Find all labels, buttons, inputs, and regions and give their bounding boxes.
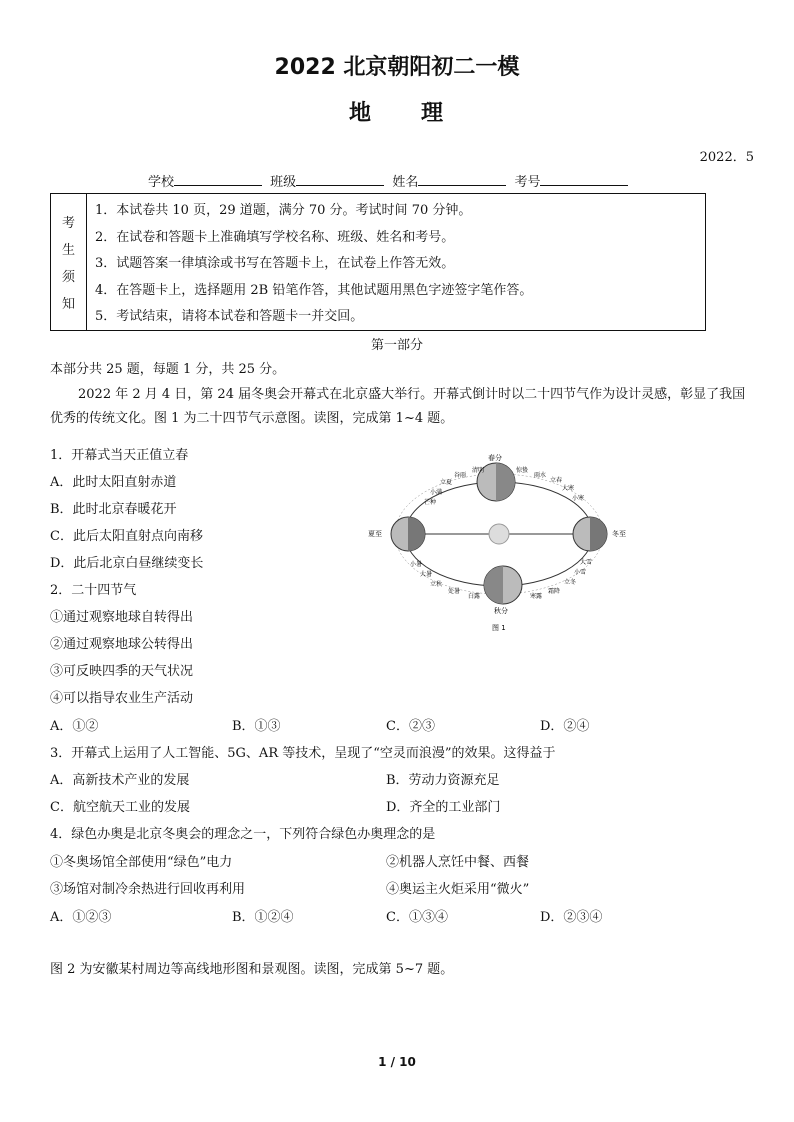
label-term: 白露: [468, 593, 481, 600]
notice-item: 1．本试卷共 10 页，29 道题，满分 70 分。考试时间 70 分钟。: [95, 203, 472, 218]
figure-solar-terms: [368, 452, 630, 638]
notice-side-char: 知: [61, 297, 75, 312]
label-term: 大寒: [562, 485, 575, 492]
q2-option-b[interactable]: B．①③: [232, 719, 281, 734]
q4-statement: ②机器人烹饪中餐、西餐: [386, 855, 530, 870]
q4-option-d[interactable]: D．②③④: [540, 910, 603, 925]
globe-summer-shade: [408, 517, 425, 551]
school-label: 学校: [148, 175, 175, 190]
q3-option-d[interactable]: D．齐全的工业部门: [386, 800, 501, 815]
label-term: 小寒: [572, 495, 585, 502]
q2-statement: ③可反映四季的天气状况: [50, 664, 194, 679]
label-term: 处暑: [448, 588, 461, 595]
label-term: 小雪: [574, 569, 587, 576]
q4-option-c[interactable]: C．①③④: [386, 910, 448, 925]
figure-caption: 图 1: [492, 624, 506, 632]
notice-item: 5．考试结束，请将本试卷和答题卡一并交回。: [95, 309, 364, 324]
q4-option-b[interactable]: B．①②④: [232, 910, 294, 925]
label-term: 大雪: [580, 559, 593, 566]
notice-side-char: 须: [61, 270, 75, 285]
label-term: 霜降: [548, 588, 561, 595]
q2-option-d[interactable]: D．②④: [540, 719, 590, 734]
notice-side-char: 生: [61, 243, 75, 258]
q3-option-a[interactable]: A．高新技术产业的发展: [50, 773, 190, 788]
q2-option-c[interactable]: C．②③: [386, 719, 435, 734]
globe-winter-shade: [590, 517, 607, 551]
passage-2: 图 2 为安徽某村周边等高线地形图和景观图。读图，完成第 5~7 题。: [50, 962, 454, 977]
subject-char-1: 地: [348, 101, 373, 126]
globe-spring-shade: [496, 463, 515, 501]
school-blank[interactable]: [174, 173, 262, 186]
label-term: 立冬: [564, 579, 577, 586]
name-blank[interactable]: [418, 173, 506, 186]
number-blank[interactable]: [540, 173, 628, 186]
class-blank[interactable]: [296, 173, 384, 186]
label-term: 立秋: [430, 581, 443, 588]
q3-stem: 3．开幕式上运用了人工智能、5G、AR 等技术，呈现了“空灵而浪漫”的效果。这得益于: [50, 746, 556, 761]
subject-char-2: 理: [421, 101, 446, 126]
student-info-fields: [148, 171, 632, 190]
q2-stem: 2．二十四节气: [50, 583, 137, 598]
q1-option-d[interactable]: D．此后北京白昼继续变长: [50, 556, 204, 571]
notice-side-label: [51, 194, 87, 330]
notice-side-char: 考: [61, 216, 75, 231]
number-label: 考号: [514, 175, 541, 190]
q3-option-b[interactable]: B．劳动力资源充足: [386, 773, 500, 788]
class-label: 班级: [270, 175, 297, 190]
q4-option-a[interactable]: A．①②③: [50, 910, 112, 925]
notice-item: 2．在试卷和答题卡上准确填写学校名称、班级、姓名和考号。: [95, 229, 455, 245]
page-title: 2022 北京朝阳初二一模: [274, 55, 520, 80]
label-summer: 夏至: [368, 530, 382, 538]
q1-stem: 1．开幕式当天正值立春: [50, 448, 189, 463]
q3-option-c[interactable]: C．航空航天工业的发展: [50, 800, 190, 815]
label-term: 寒露: [530, 593, 543, 600]
notice-items: [95, 198, 532, 331]
label-winter: 冬至: [612, 530, 626, 538]
label-term: 立夏: [440, 479, 453, 486]
q2-statement: ④可以指导农业生产活动: [50, 691, 194, 706]
q1-option-a[interactable]: A．此时太阳直射赤道: [50, 475, 177, 490]
exam-notice-box: [50, 193, 706, 331]
q1-option-b[interactable]: B．此时北京春暖花开: [50, 502, 177, 517]
exam-date: 2022．5: [699, 150, 754, 165]
label-term: 谷雨: [454, 472, 467, 479]
solar-terms-diagram: [368, 452, 630, 638]
q4-statement: ①冬奥场馆全部使用“绿色”电力: [50, 855, 233, 870]
label-term: 立春: [550, 477, 563, 484]
globe-autumn-shade: [484, 566, 503, 604]
label-spring: 春分: [488, 454, 502, 462]
label-term: 小满: [430, 489, 443, 496]
sun-icon: [489, 524, 509, 544]
part-heading: 第一部分: [370, 338, 423, 353]
part-intro: 本部分共 25 题，每题 1 分，共 25 分。: [50, 362, 286, 377]
subject-title: [0, 96, 794, 127]
label-term: 小暑: [410, 561, 423, 568]
label-term: 大暑: [420, 571, 433, 578]
q4-stem: 4．绿色办奥是北京冬奥会的理念之一，下列符合绿色办奥理念的是: [50, 827, 436, 842]
q4-statement: ④奥运主火炬采用“微火”: [386, 882, 530, 897]
label-term: 惊蛰: [516, 467, 529, 474]
q1-option-c[interactable]: C．此后太阳直射点向南移: [50, 529, 203, 544]
q2-statement: ①通过观察地球自转得出: [50, 610, 194, 625]
label-term: 雨水: [534, 472, 547, 479]
q2-option-a[interactable]: A．①②: [50, 719, 99, 734]
notice-item: 4．在答题卡上，选择题用 2B 铅笔作答，其他试题用黑色字迹签字笔作答。: [95, 282, 533, 298]
q4-statement: ③场馆对制冷余热进行回收再利用: [50, 882, 246, 897]
name-label: 姓名: [392, 175, 419, 190]
label-term: 清明: [472, 467, 485, 474]
passage-1: 2022 年 2 月 4 日，第 24 届冬奥会开幕式在北京盛大举行。开幕式倒计时以二十四节气作为设计灵感，彰显了我国优秀的传统文化。图 1 为二十四节气示意图。读图，完成第 1~4 题。: [50, 387, 746, 426]
notice-item: 3．试题答案一律填涂或书写在答题卡上，在试卷上作答无效。: [95, 256, 455, 271]
label-term: 芒种: [424, 499, 437, 506]
label-autumn: 秋分: [494, 607, 508, 615]
page-number: 1 / 10: [378, 1055, 416, 1069]
q2-statement: ②通过观察地球公转得出: [50, 637, 194, 652]
